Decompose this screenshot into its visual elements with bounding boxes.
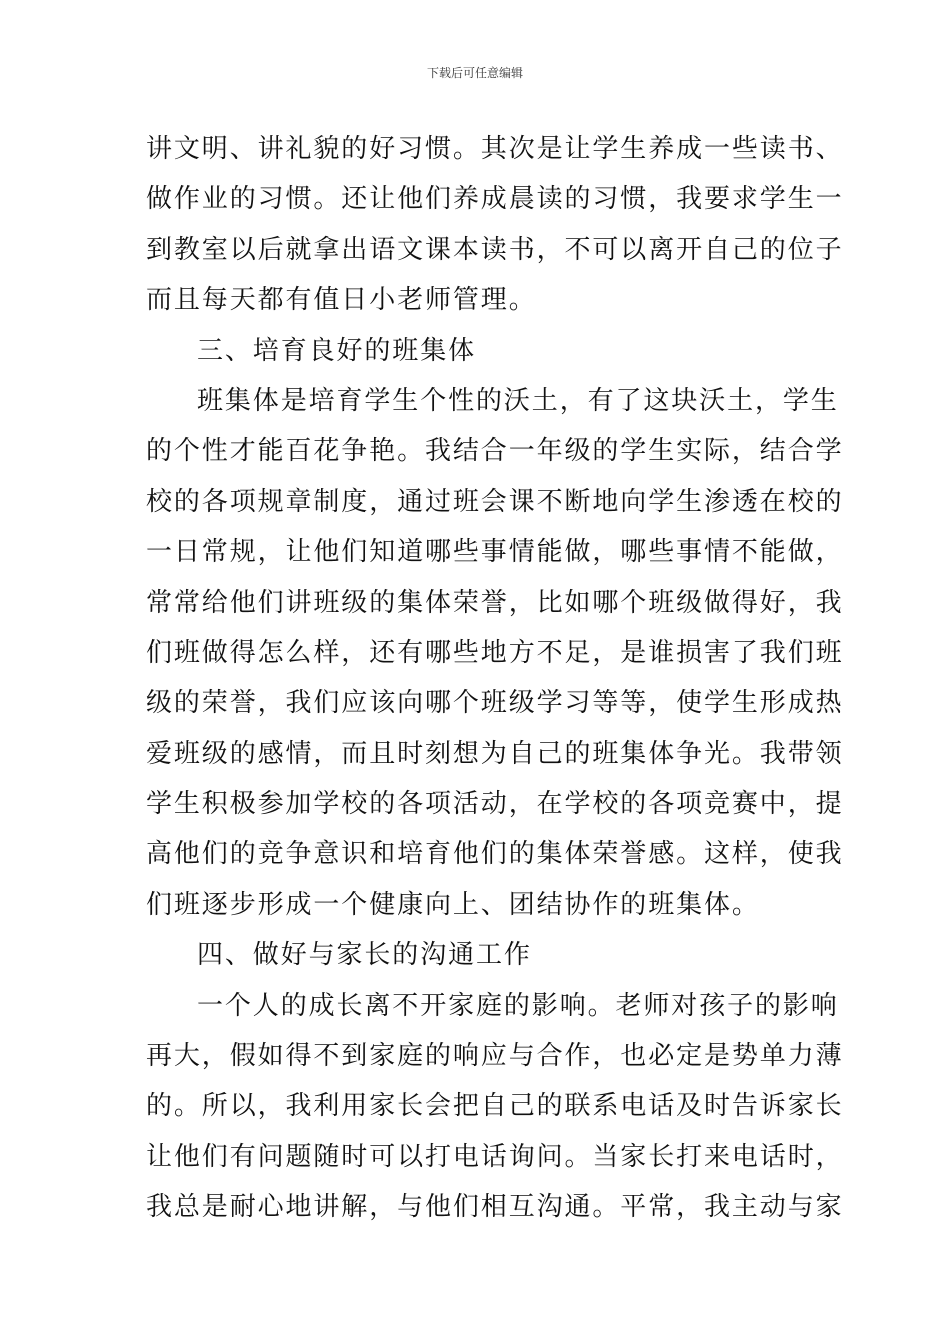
- text-line: 我总是耐心地讲解，与他们相互沟通。平常，我主动与家: [146, 1192, 844, 1223]
- text-line: 再大，假如得不到家庭的响应与合作，也必定是势单力薄: [146, 1041, 844, 1072]
- text-line: 的个性才能百花争艳。我结合一年级的学生实际，结合学: [146, 436, 844, 467]
- text-line: 班集体是培育学生个性的沃土，有了这块沃土，学生: [197, 385, 839, 416]
- text-line: 一日常规，让他们知道哪些事情能做，哪些事情不能做，: [146, 537, 844, 568]
- text-line: 高他们的竞争意识和培育他们的集体荣誉感。这样，使我: [146, 839, 844, 870]
- text-line: 的。所以，我利用家长会把自己的联系电话及时告诉家长: [146, 1091, 844, 1122]
- text-line: 常常给他们讲班级的集体荣誉，比如哪个班级做得好，我: [146, 587, 844, 618]
- text-line: 讲文明、讲礼貌的好习惯。其次是让学生养成一些读书、: [146, 134, 844, 164]
- text-line: 们班做得怎么样，还有哪些地方不足，是谁损害了我们班: [146, 637, 844, 668]
- page-header: 下载后可任意编辑: [426, 66, 523, 80]
- text-line: 爱班级的感情，而且时刻想为自己的班集体争光。我带领: [146, 738, 844, 769]
- text-line: 而且每天都有值日小老师管理。: [146, 285, 537, 316]
- text-line: 校的各项规章制度，通过班会课不断地向学生渗透在校的: [146, 486, 844, 517]
- section-heading: 四、做好与家长的沟通工作: [197, 940, 532, 971]
- text-line: 到教室以后就拿出语文课本读书，不可以离开自己的位子: [146, 234, 844, 265]
- text-line: 一个人的成长离不开家庭的影响。老师对孩子的影响: [197, 990, 839, 1021]
- text-line: 级的荣誉，我们应该向哪个班级学习等等，使学生形成热: [146, 688, 844, 719]
- text-line: 们班逐步形成一个健康向上、团结协作的班集体。: [146, 889, 760, 920]
- document-body: [146, 124, 844, 1233]
- text-line: 学生积极参加学校的各项活动，在学校的各项竞赛中，提: [146, 789, 844, 820]
- text-line: 做作业的习惯。还让他们养成晨读的习惯，我要求学生一: [146, 184, 844, 215]
- text-line: 让他们有问题随时可以打电话询问。当家长打来电话时，: [146, 1141, 844, 1172]
- section-heading: 三、培育良好的班集体: [197, 335, 477, 366]
